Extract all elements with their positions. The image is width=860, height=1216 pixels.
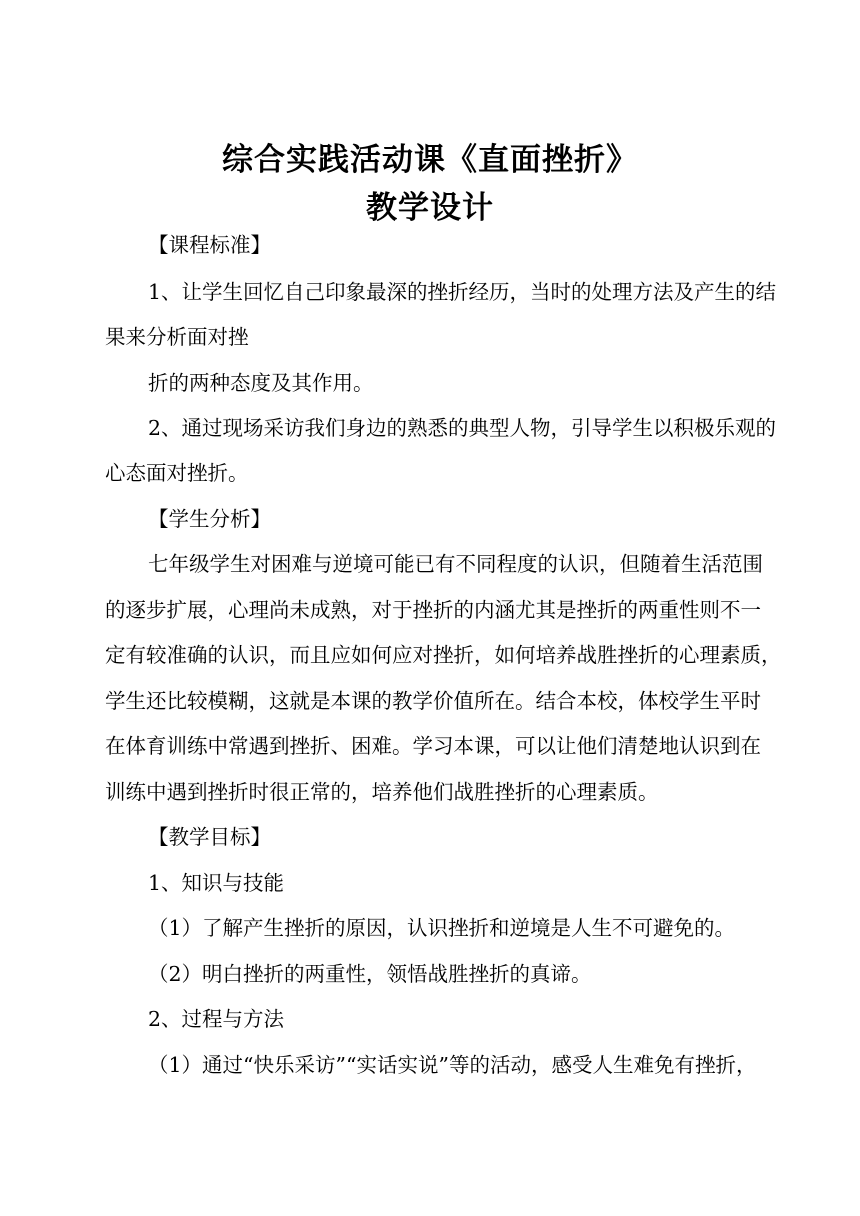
goal-subitem: （2）明白挫折的两重性，领悟战胜挫折的真谛。 bbox=[148, 962, 592, 986]
goal-item: 1、知识与技能 bbox=[148, 871, 285, 895]
goal-subitem: （1）了解产生挫折的原因，认识挫折和逆境是人生不可避免的。 bbox=[148, 916, 736, 940]
document-subtitle: 教学设计 bbox=[366, 190, 494, 226]
section-heading-goals: 【教学目标】 bbox=[148, 825, 271, 849]
paragraph-line: 2、通过现场采访我们身边的熟悉的典型人物，引导学生以积极乐观的 bbox=[148, 416, 777, 440]
paragraph-line: 定有较准确的认识，而且应如何应对挫折，如何培养战胜挫折的心理素质， bbox=[105, 643, 782, 667]
paragraph-line: 果来分析面对挫 bbox=[105, 325, 249, 349]
section-heading-standard: 【课程标准】 bbox=[148, 233, 271, 257]
paragraph-line: 心态面对挫折。 bbox=[105, 461, 249, 485]
document-title: 综合实践活动课《直面挫折》 bbox=[222, 142, 638, 178]
paragraph-line: 学生还比较模糊，这就是本课的教学价值所在。结合本校，体校学生平时 bbox=[105, 689, 761, 713]
goal-item: 2、过程与方法 bbox=[148, 1007, 285, 1031]
paragraph-line: 在体育训练中常遇到挫折、困难。学习本课，可以让他们清楚地认识到在 bbox=[105, 734, 761, 758]
paragraph-line: 七年级学生对困难与逆境可能已有不同程度的认识，但随着生活范围 bbox=[148, 552, 763, 576]
paragraph-line: 训练中遇到挫折时很正常的，培养他们战胜挫折的心理素质。 bbox=[105, 780, 659, 804]
section-heading-students: 【学生分析】 bbox=[148, 507, 271, 531]
paragraph-line: 1、让学生回忆自己印象最深的挫折经历，当时的处理方法及产生的结 bbox=[148, 280, 777, 304]
paragraph-line: 折的两种态度及其作用。 bbox=[148, 371, 374, 395]
paragraph-line: 的逐步扩展，心理尚未成熟，对于挫折的内涵尤其是挫折的两重性则不一 bbox=[105, 598, 761, 622]
goal-subitem: （1）通过“快乐采访”“实话实说”等的活动，感受人生难免有挫折， bbox=[148, 1053, 757, 1077]
